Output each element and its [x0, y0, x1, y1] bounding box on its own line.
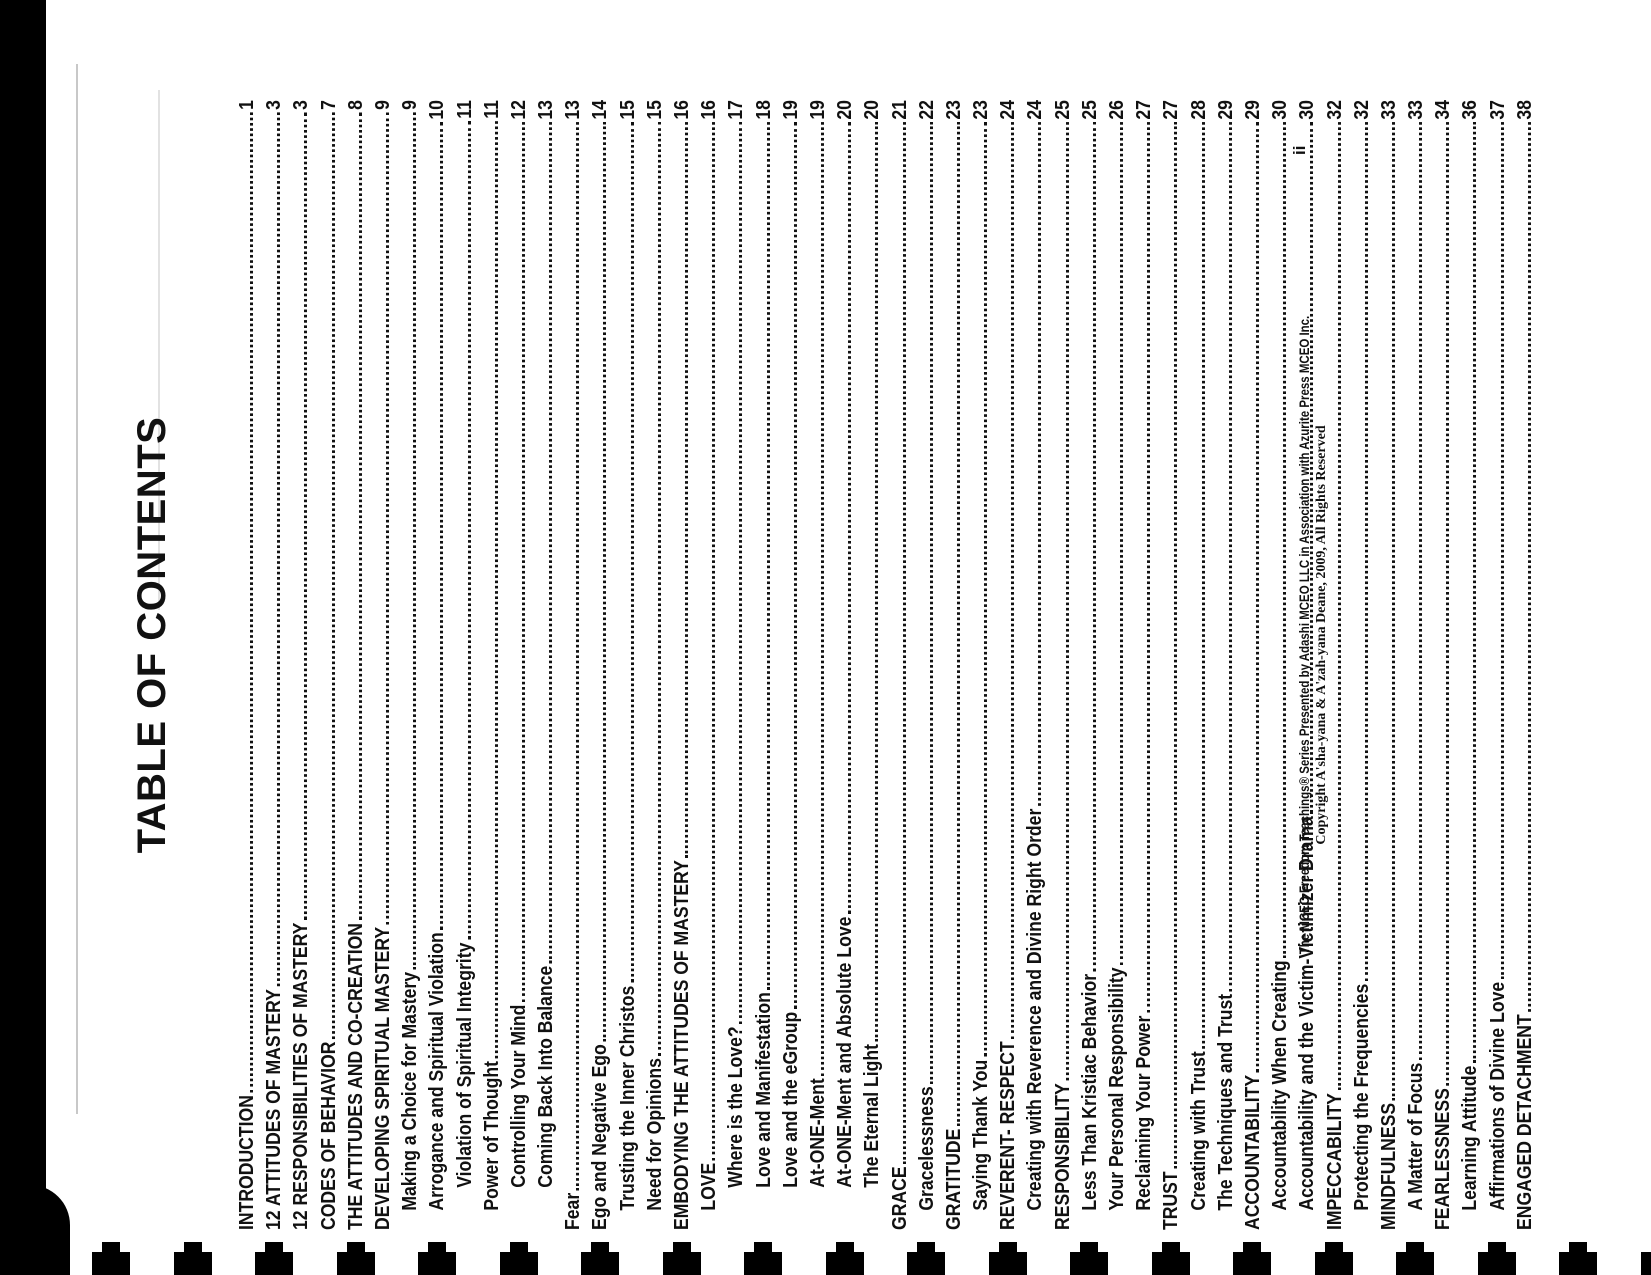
toc-leader-dots: [631, 122, 634, 983]
toc-entry[interactable]: [753, 100, 780, 1230]
toc-entry-page: 19: [779, 100, 802, 120]
toc-entry[interactable]: [698, 100, 725, 1230]
toc-entry[interactable]: [861, 100, 888, 1230]
toc-leader-dots: [250, 113, 253, 1093]
toc-entry-title: Coming Back Into Balance: [535, 965, 558, 1188]
toc-entry[interactable]: [1242, 100, 1269, 1230]
toc-entry-page: 10: [426, 100, 449, 120]
toc-entry[interactable]: [644, 100, 671, 1230]
toc-entry-title: Less Than Kristiac Behavior: [1078, 973, 1101, 1211]
toc-leader-dots: [468, 121, 471, 940]
toc-entry[interactable]: [290, 100, 317, 1230]
toc-entry-page: 8: [344, 100, 367, 110]
toc-entry-page: 24: [1024, 100, 1047, 120]
toc-entry[interactable]: [834, 100, 861, 1230]
toc-entry[interactable]: [1160, 100, 1187, 1230]
toc-entry[interactable]: [916, 100, 943, 1230]
toc-entry-page: 30: [1296, 100, 1319, 120]
toc-entry-page: 25: [1051, 100, 1074, 120]
toc-leader-dots: [1501, 122, 1504, 979]
toc-leader-dots: [277, 113, 280, 987]
toc-leader-dots: [1093, 122, 1096, 971]
toc-leader-dots: [359, 113, 362, 921]
toc-entry-page: 15: [643, 100, 666, 120]
toc-entry-title: ENGAGED DETACHMENT: [1513, 1014, 1536, 1230]
toc-entry-title: RESPONSIBILITY: [1051, 1083, 1074, 1230]
toc-entry-page: 15: [616, 100, 639, 120]
toc-entry[interactable]: [426, 100, 453, 1230]
toc-leader-dots: [1011, 122, 1014, 1038]
toc-entry-title: MINDFULNESS: [1377, 1102, 1400, 1230]
toc-entry-page: 28: [1187, 100, 1210, 120]
toc-entry[interactable]: [318, 100, 345, 1230]
toc-entry-page: 34: [1432, 100, 1455, 120]
toc-entry-title: GRATITUDE: [942, 1128, 965, 1230]
toc-entry-title: ACCOUNTABILITY: [1241, 1074, 1264, 1230]
toc-leader-dots: [603, 122, 606, 1041]
toc-leader-dots: [1147, 122, 1150, 1013]
toc-leader-dots: [1365, 122, 1368, 981]
toc-entry-page: 11: [453, 100, 476, 119]
toc-leader-dots: [1229, 122, 1232, 991]
footer-publisher: The MCEO Freedom Teachings® Series Presented by Adashi MCEO LLC in Association with Azurite Press MCEO Inc.: [1296, 315, 1312, 955]
toc-leader-dots: [1473, 122, 1476, 1063]
toc-entry-page: 29: [1241, 100, 1264, 120]
toc-leader-dots: [685, 122, 688, 857]
toc-entry-title: At-ONE-Ment and Absolute Love: [834, 916, 857, 1188]
toc-entry-title: THE ATTITUDES AND CO-CREATION: [344, 922, 367, 1230]
toc-entry-title: Arrogance and Spiritual Violation: [426, 932, 449, 1211]
toc-entry[interactable]: [345, 100, 372, 1230]
toc-leader-dots: [1202, 122, 1205, 1048]
toc-entry-title: Accountability and the Victim-Victimizer Drama: [1296, 816, 1319, 1211]
toc-leader-dots: [1174, 122, 1177, 1168]
toc-entry-title: Affirmations of Divine Love: [1486, 981, 1509, 1211]
toc-entry[interactable]: [997, 100, 1024, 1230]
toc-entry-title: Trusting the Inner Christos: [616, 985, 639, 1211]
toc-entry-page: 19: [806, 100, 829, 120]
toc-entry-page: 12: [507, 100, 530, 120]
toc-leader-dots: [1066, 122, 1069, 1080]
toc-entry-page: 36: [1459, 100, 1482, 120]
toc-entry-page: 13: [562, 100, 585, 120]
toc-leader-dots: [576, 122, 579, 1190]
toc-entry-page: 3: [263, 100, 286, 110]
toc-leader-dots: [767, 122, 770, 989]
toc-entry-title: Violation of Spiritual Integrity: [453, 942, 476, 1188]
toc-leader-dots: [1392, 122, 1395, 1100]
toc-leader-dots: [413, 113, 416, 970]
toc-entry-title: 12 RESPONSIBILITIES OF MASTERY: [290, 922, 313, 1230]
toc-leader-dots: [821, 122, 824, 1075]
toc-entry-page: 20: [861, 100, 884, 120]
toc-entry-page: 3: [290, 100, 313, 110]
toc-leader-dots: [1256, 122, 1259, 1072]
toc-entry-title: Accountability When Creating: [1269, 960, 1292, 1211]
toc-entry[interactable]: [1106, 100, 1133, 1230]
toc-entry-page: 23: [970, 100, 993, 120]
toc-entry-page: 23: [942, 100, 965, 120]
toc-entry-title: Learning Attitude: [1459, 1065, 1482, 1211]
toc-entry[interactable]: [508, 100, 535, 1230]
toc-entry[interactable]: [1269, 100, 1296, 1230]
toc-entry[interactable]: [617, 100, 644, 1230]
toc-leader-dots: [1419, 122, 1422, 1060]
toc-entry-title: Love and Manifestation: [752, 992, 775, 1188]
toc-entry[interactable]: [1378, 100, 1405, 1230]
toc-leader-dots: [386, 113, 389, 925]
toc-entry[interactable]: [889, 100, 916, 1230]
toc-entry-page: 14: [589, 100, 612, 120]
toc-entry-title: FEARLESSNESS: [1432, 1088, 1455, 1230]
toc-entry[interactable]: [481, 100, 508, 1230]
toc-entry-title: A Matter of Focus: [1405, 1062, 1428, 1211]
toc-entry-page: 33: [1405, 100, 1428, 120]
toc-entry-page: 33: [1377, 100, 1400, 120]
toc-entry-title: REVERENT- RESPECT: [997, 1041, 1020, 1230]
toc-entry[interactable]: [1487, 100, 1514, 1230]
toc-entry[interactable]: [1351, 100, 1378, 1230]
toc-entry[interactable]: [263, 100, 290, 1230]
toc-leader-dots: [549, 122, 552, 963]
toc-leader-dots: [304, 113, 307, 920]
toc-leader-dots: [1283, 122, 1286, 957]
toc-entry-page: 17: [725, 100, 748, 120]
toc-entry-title: Your Personal Responsibility: [1106, 967, 1128, 1211]
toc-entry[interactable]: [562, 100, 589, 1230]
toc-entry-title: The Techniques and Trust: [1214, 993, 1237, 1211]
toc-entry-title: CODES OF BEHAVIOR: [317, 1041, 340, 1230]
toc-leader-dots: [1338, 122, 1341, 1090]
toc-entry-title: GRACE: [888, 1166, 911, 1230]
toc-entry-title: Controlling Your Mind: [507, 1004, 530, 1188]
binding-tooth: [1641, 1252, 1651, 1275]
toc-entry-page: 24: [997, 100, 1020, 120]
toc-entry-title: Saying Thank You: [970, 1059, 993, 1211]
toc-list: [236, 100, 1541, 1230]
toc-entry-title: Ego and Negative Ego: [589, 1044, 612, 1230]
toc-entry-page: 1: [236, 100, 258, 110]
toc-entry-page: 27: [1133, 100, 1156, 120]
toc-entry-title: EMBODYING THE ATTITUDES OF MASTERY: [671, 860, 693, 1230]
toc-entry-page: 21: [888, 100, 911, 120]
toc-entry-title: INTRODUCTION: [236, 1095, 258, 1230]
toc-leader-dots: [522, 122, 525, 1002]
toc-entry[interactable]: [1514, 100, 1541, 1230]
toc-entry-title: DEVELOPING SPIRITUAL MASTERY: [371, 926, 394, 1230]
toc-entry[interactable]: [671, 100, 698, 1230]
toc-entry-page: 16: [671, 100, 693, 120]
toc-leader-dots: [984, 122, 987, 1057]
toc-entry-title: Need for Opinions: [643, 1058, 666, 1211]
toc-entry-title: At-ONE-Ment: [806, 1078, 829, 1188]
toc-entry-title: TRUST: [1160, 1171, 1183, 1230]
toc-leader-dots: [903, 122, 906, 1163]
toc-entry-title: Protecting the Frequencies: [1350, 983, 1373, 1211]
toc-entry-page: 38: [1513, 100, 1536, 120]
toc-entry[interactable]: [454, 100, 481, 1230]
toc-entry[interactable]: [1024, 100, 1051, 1230]
toc-entry[interactable]: [1133, 100, 1160, 1230]
toc-entry-page: 30: [1269, 100, 1292, 120]
toc-leader-dots: [1528, 122, 1531, 1011]
toc-entry-page: 13: [535, 100, 558, 120]
toc-entry[interactable]: [1432, 100, 1459, 1230]
toc-entry-title: Creating with Trust: [1187, 1051, 1210, 1211]
toc-entry-title: Making a Choice for Mastery: [399, 971, 422, 1211]
toc-entry[interactable]: [1405, 100, 1432, 1230]
toc-leader-dots: [712, 122, 715, 1160]
toc-entry-page: 22: [915, 100, 938, 120]
toc-entry[interactable]: [372, 100, 399, 1230]
toc-entry-title: Power of Thought: [480, 1061, 503, 1211]
toc-entry-page: 25: [1078, 100, 1101, 120]
toc-entry-page: 16: [698, 100, 721, 120]
toc-entry[interactable]: [1079, 100, 1106, 1230]
toc-leader-dots: [440, 122, 443, 929]
toc-leader-dots: [332, 113, 335, 1039]
footer-copyright: Copyright A'sha-yana & A'zah-yana Deane, 2009, All Rights Reserved: [1314, 425, 1329, 845]
toc-entry[interactable]: [535, 100, 562, 1230]
toc-leader-dots: [957, 122, 960, 1126]
toc-entry[interactable]: [807, 100, 834, 1230]
toc-entry-page: 18: [752, 100, 775, 120]
toc-leader-dots: [875, 122, 878, 1041]
toc-leader-dots: [658, 122, 661, 1055]
toc-entry[interactable]: [943, 100, 970, 1230]
toc-entry[interactable]: [725, 100, 752, 1230]
toc-entry-page: 29: [1214, 100, 1237, 120]
toc-leader-dots: [739, 122, 742, 1023]
toc-entry[interactable]: [970, 100, 997, 1230]
toc-leader-dots: [794, 122, 797, 1009]
toc-entry[interactable]: [399, 100, 426, 1230]
toc-entry-page: 9: [371, 100, 394, 110]
toc-entry-page: 9: [399, 100, 422, 110]
toc-entry-title: Gracelessness: [915, 1086, 938, 1211]
toc-entry-page: 11: [480, 100, 503, 119]
toc-entry-title: Where is the Love?: [725, 1026, 748, 1188]
page-title: TABLE OF CONTENTS: [130, 416, 174, 854]
toc-entry[interactable]: [236, 100, 263, 1230]
toc-entry-page: 32: [1323, 100, 1346, 120]
toc-leader-dots: [1038, 122, 1041, 806]
toc-leader-dots: [930, 122, 933, 1083]
toc-entry[interactable]: [1459, 100, 1486, 1230]
toc-entry-title: Fear: [562, 1192, 585, 1230]
toc-entry[interactable]: [780, 100, 807, 1230]
toc-leader-dots: [495, 121, 498, 1058]
toc-leader-dots: [848, 122, 851, 914]
toc-entry-page: 37: [1486, 100, 1509, 120]
toc-entry[interactable]: [1215, 100, 1242, 1230]
toc-entry-page: 32: [1350, 100, 1373, 120]
toc-entry[interactable]: [589, 100, 616, 1230]
toc-leader-dots: [1446, 122, 1449, 1085]
toc-entry-page: 26: [1106, 100, 1128, 120]
toc-entry-title: 12 ATTITUDES OF MASTERY: [263, 989, 286, 1230]
toc-entry-title: Reclaiming Your Power: [1133, 1015, 1156, 1211]
toc-leader-dots: [1120, 122, 1123, 965]
toc-entry-page: 20: [834, 100, 857, 120]
toc-entry-page: 7: [317, 100, 340, 110]
toc-entry-title: Creating with Reverence and Divine Right Order: [1024, 808, 1047, 1211]
toc-entry[interactable]: [1188, 100, 1215, 1230]
toc-entry-title: The Eternal Light: [861, 1044, 884, 1188]
toc-entry-title: Love and the eGroup: [779, 1011, 802, 1188]
page-number: ii: [1290, 145, 1309, 155]
toc-entry[interactable]: [1052, 100, 1079, 1230]
toc-entry-title: LOVE: [698, 1162, 721, 1211]
toc-entry-page: 27: [1160, 100, 1183, 120]
toc-entry-title: IMPECCABILITY: [1323, 1093, 1346, 1230]
